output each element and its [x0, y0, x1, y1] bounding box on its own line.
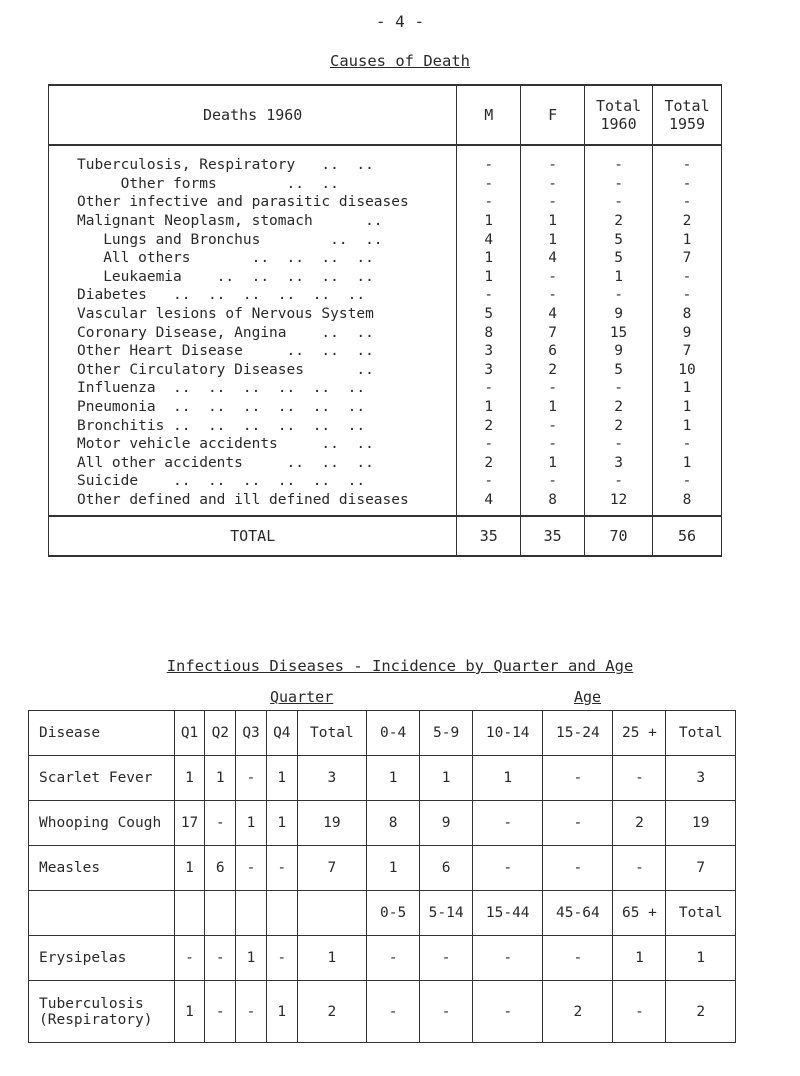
cause-label: Suicide .. .. .. .. .. .. — [49, 472, 457, 491]
cell: 1 — [266, 801, 297, 846]
cell: 1 — [367, 756, 420, 801]
cell-m: 1 — [457, 212, 521, 231]
cell-f: - — [521, 145, 585, 175]
cause-label: All others .. .. .. .. — [49, 249, 457, 268]
cell: 1 — [613, 936, 666, 981]
cause-label: Pneumonia .. .. .. .. .. .. — [49, 398, 457, 417]
cell: - — [473, 936, 543, 981]
cell: - — [205, 801, 236, 846]
cell-m: 2 — [457, 454, 521, 473]
cell-m: 1 — [457, 398, 521, 417]
cell-t60: 5 — [585, 249, 653, 268]
cell-t59: 10 — [653, 361, 722, 380]
cell-f: 1 — [521, 212, 585, 231]
cell-m: - — [457, 379, 521, 398]
disease-name: Scarlet Fever — [29, 756, 175, 801]
table-row — [49, 193, 722, 212]
cell: Total — [297, 711, 366, 756]
cell-f: - — [521, 472, 585, 491]
cell-m: 3 — [457, 361, 521, 380]
cell-f: 6 — [521, 342, 585, 361]
cell: 2 — [543, 981, 613, 1043]
column-header: 15-44 — [473, 891, 543, 936]
disease-name: Disease — [29, 711, 175, 756]
cell: Total — [666, 711, 736, 756]
cell: 6 — [420, 846, 473, 891]
disease-name: Tuberculosis (Respiratory) — [29, 981, 175, 1043]
cell-t59: 9 — [653, 323, 722, 342]
cell: 2 — [297, 981, 366, 1043]
cell: 1 — [174, 981, 205, 1043]
cell: 5-9 — [420, 711, 473, 756]
disease-name: Erysipelas — [29, 936, 175, 981]
cell: - — [367, 981, 420, 1043]
cell-f: - — [521, 175, 585, 194]
cell: Q4 — [266, 711, 297, 756]
cell-t60: 2 — [585, 398, 653, 417]
cell-f: 7 — [521, 323, 585, 342]
cell-t59: 2 — [653, 212, 722, 231]
column-header: M — [457, 85, 521, 145]
cell: - — [205, 936, 236, 981]
cell-t60: - — [585, 435, 653, 454]
table-row — [49, 323, 722, 342]
total-t60: 70 — [585, 516, 653, 556]
cell: - — [174, 936, 205, 981]
table-row — [29, 801, 736, 846]
cause-label: Other forms .. .. — [49, 175, 457, 194]
page-number: - 4 - — [375, 12, 425, 31]
quarter-label: Quarter — [270, 688, 334, 706]
table-row — [49, 305, 722, 324]
header-row — [49, 85, 722, 145]
table-row — [49, 175, 722, 194]
table-row — [49, 416, 722, 435]
table-row — [49, 342, 722, 361]
cell-t60: 9 — [585, 305, 653, 324]
cell: 1 — [297, 936, 366, 981]
empty-cell — [205, 891, 236, 936]
cell-m: 4 — [457, 491, 521, 517]
cell-m: 1 — [457, 249, 521, 268]
cell-m: - — [457, 435, 521, 454]
cell-t60: 5 — [585, 230, 653, 249]
infectious-diseases-title: Infectious Diseases - Incidence by Quarter and Age — [166, 657, 634, 675]
cell-f: - — [521, 435, 585, 454]
cell: - — [543, 846, 613, 891]
cell: - — [473, 846, 543, 891]
cause-label: Diabetes .. .. .. .. .. .. — [49, 286, 457, 305]
cell-t59: - — [653, 286, 722, 305]
cell-t60: 2 — [585, 212, 653, 231]
cell: 1 — [420, 756, 473, 801]
cause-label: Other defined and ill defined diseases — [49, 491, 457, 517]
cell-t60: 5 — [585, 361, 653, 380]
cause-label: Bronchitis .. .. .. .. .. .. — [49, 416, 457, 435]
cell-t60: - — [585, 193, 653, 212]
cell-f: - — [521, 268, 585, 287]
total-f: 35 — [521, 516, 585, 556]
table-row — [49, 361, 722, 380]
table-row — [49, 249, 722, 268]
cell-t60: - — [585, 472, 653, 491]
cause-label: All other accidents .. .. .. — [49, 454, 457, 473]
cause-label: Malignant Neoplasm, stomach .. — [49, 212, 457, 231]
cell-f: 1 — [521, 454, 585, 473]
cell: Q1 — [174, 711, 205, 756]
table-row — [49, 435, 722, 454]
total-t59: 56 — [653, 516, 722, 556]
cause-label: Motor vehicle accidents .. .. — [49, 435, 457, 454]
cell-m: - — [457, 472, 521, 491]
total-row — [49, 516, 722, 556]
cell: 1 — [205, 756, 236, 801]
cell: - — [420, 981, 473, 1043]
table-row — [49, 491, 722, 517]
cell-t59: 8 — [653, 305, 722, 324]
table-row — [49, 379, 722, 398]
cell: - — [473, 981, 543, 1043]
cell-t59: 1 — [653, 398, 722, 417]
cell-t59: 7 — [653, 249, 722, 268]
table-row — [29, 981, 736, 1043]
cell-t59: 1 — [653, 416, 722, 435]
cell-t59: - — [653, 193, 722, 212]
cell: - — [543, 936, 613, 981]
total-m: 35 — [457, 516, 521, 556]
cell: Q2 — [205, 711, 236, 756]
cell: - — [543, 801, 613, 846]
cell-f: 4 — [521, 305, 585, 324]
cell-f: - — [521, 286, 585, 305]
cell: 15-24 — [543, 711, 613, 756]
cell-t60: - — [585, 379, 653, 398]
cause-label: Other infective and parasitic diseases — [49, 193, 457, 212]
empty-cell — [174, 891, 205, 936]
cause-label: Other Heart Disease .. .. .. — [49, 342, 457, 361]
cause-label: Other Circulatory Diseases .. — [49, 361, 457, 380]
cell-t59: - — [653, 175, 722, 194]
cell-t60: - — [585, 145, 653, 175]
cell: 1 — [236, 801, 267, 846]
table-row — [29, 936, 736, 981]
cell: 3 — [297, 756, 366, 801]
cell: 7 — [666, 846, 736, 891]
column-header: 0-5 — [367, 891, 420, 936]
cell: - — [236, 846, 267, 891]
age-label: Age — [574, 688, 602, 706]
cell-m: 4 — [457, 230, 521, 249]
table-row — [49, 472, 722, 491]
cell: Q3 — [236, 711, 267, 756]
disease-name: Measles — [29, 846, 175, 891]
cell-f: - — [521, 193, 585, 212]
cell: - — [236, 756, 267, 801]
cause-label: Vascular lesions of Nervous System — [49, 305, 457, 324]
cell-t59: - — [653, 472, 722, 491]
cell: 6 — [205, 846, 236, 891]
cell: - — [236, 981, 267, 1043]
infectious-diseases-table — [28, 710, 736, 1043]
cell: 17 — [174, 801, 205, 846]
column-header: 45-64 — [543, 891, 613, 936]
cell: 8 — [367, 801, 420, 846]
table-row — [49, 212, 722, 231]
cell: - — [205, 981, 236, 1043]
cell-f: 8 — [521, 491, 585, 517]
cell-t59: 7 — [653, 342, 722, 361]
header-row — [29, 711, 736, 756]
cell: 1 — [174, 846, 205, 891]
column-header: 65 + — [613, 891, 666, 936]
column-header: Deaths 1960 — [49, 85, 457, 145]
cell: 19 — [666, 801, 736, 846]
empty-cell — [29, 891, 175, 936]
table-row — [49, 145, 722, 175]
cause-label: Coronary Disease, Angina .. .. — [49, 323, 457, 342]
cell: 1 — [266, 756, 297, 801]
table-row — [49, 268, 722, 287]
cell-t60: - — [585, 286, 653, 305]
cell-t60: 3 — [585, 454, 653, 473]
total-label: TOTAL — [49, 516, 457, 556]
empty-cell — [266, 891, 297, 936]
cell-t60: 15 — [585, 323, 653, 342]
table-row — [29, 846, 736, 891]
column-header: Total 1959 — [653, 85, 722, 145]
cell: - — [420, 936, 473, 981]
cell-m: 8 — [457, 323, 521, 342]
cell: - — [266, 936, 297, 981]
cell: 7 — [297, 846, 366, 891]
cell: 3 — [666, 756, 736, 801]
cause-label: Lungs and Bronchus .. .. — [49, 230, 457, 249]
column-header: 5-14 — [420, 891, 473, 936]
cell-t60: 1 — [585, 268, 653, 287]
cell: - — [613, 846, 666, 891]
cell-t59: 1 — [653, 379, 722, 398]
cell-f: 1 — [521, 230, 585, 249]
cause-label: Leukaemia .. .. .. .. .. — [49, 268, 457, 287]
cell-f: 4 — [521, 249, 585, 268]
table-row — [49, 454, 722, 473]
cell: - — [266, 846, 297, 891]
cell-t59: - — [653, 435, 722, 454]
age-header-row — [29, 891, 736, 936]
cell: 0-4 — [367, 711, 420, 756]
cell-t60: - — [585, 175, 653, 194]
cell: 2 — [613, 801, 666, 846]
cell-m: - — [457, 286, 521, 305]
cell-t59: - — [653, 268, 722, 287]
cause-label: Influenza .. .. .. .. .. .. — [49, 379, 457, 398]
column-header: Total — [666, 891, 736, 936]
cell-m: 2 — [457, 416, 521, 435]
cell: 1 — [174, 756, 205, 801]
cell-f: - — [521, 416, 585, 435]
disease-name: Whooping Cough — [29, 801, 175, 846]
table-row — [49, 230, 722, 249]
cell: - — [543, 756, 613, 801]
cell-m: 3 — [457, 342, 521, 361]
cell: - — [367, 936, 420, 981]
cell-t60: 9 — [585, 342, 653, 361]
cell: - — [613, 981, 666, 1043]
cell: 1 — [266, 981, 297, 1043]
causes-of-death-table — [48, 84, 722, 557]
cell: 9 — [420, 801, 473, 846]
cell-m: 5 — [457, 305, 521, 324]
cell-f: 1 — [521, 398, 585, 417]
cell-t59: 1 — [653, 454, 722, 473]
column-header: F — [521, 85, 585, 145]
cause-label: Tuberculosis, Respiratory .. .. — [49, 145, 457, 175]
cell-m: 1 — [457, 268, 521, 287]
cell-t59: - — [653, 145, 722, 175]
cell: - — [473, 801, 543, 846]
cell-t59: 1 — [653, 230, 722, 249]
cell-t60: 12 — [585, 491, 653, 517]
cell-m: - — [457, 145, 521, 175]
cell-t60: 2 — [585, 416, 653, 435]
cell-m: - — [457, 175, 521, 194]
cell: 10-14 — [473, 711, 543, 756]
cell: - — [613, 756, 666, 801]
cell: 19 — [297, 801, 366, 846]
cell: 1 — [666, 936, 736, 981]
table-row — [49, 286, 722, 305]
cell-t59: 8 — [653, 491, 722, 517]
cell-f: 2 — [521, 361, 585, 380]
cell-f: - — [521, 379, 585, 398]
cell-m: - — [457, 193, 521, 212]
cell: 25 + — [613, 711, 666, 756]
table-row — [29, 756, 736, 801]
empty-cell — [236, 891, 267, 936]
empty-cell — [297, 891, 366, 936]
cell: 1 — [367, 846, 420, 891]
cell: 1 — [236, 936, 267, 981]
cell: 1 — [473, 756, 543, 801]
column-header: Total 1960 — [585, 85, 653, 145]
causes-of-death-title: Causes of Death — [330, 52, 470, 70]
cell: 2 — [666, 981, 736, 1043]
table-row — [49, 398, 722, 417]
